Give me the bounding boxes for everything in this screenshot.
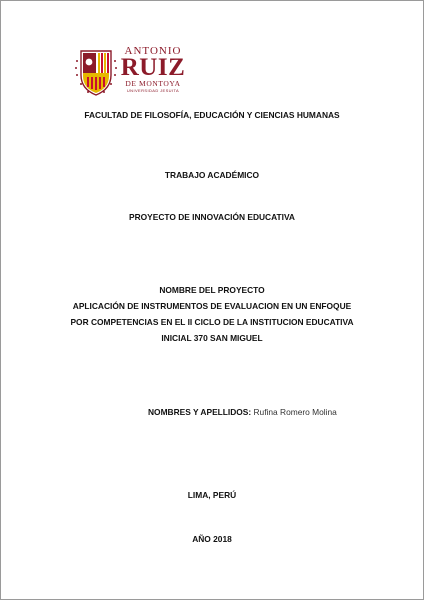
logo-line-ruiz: RUIZ [120, 54, 186, 81]
place: LIMA, PERÚ [187, 490, 237, 500]
university-seal-icon [73, 45, 119, 99]
university-logo [73, 45, 185, 105]
project-type: PROYECTO DE INNOVACIÓN EDUCATIVA [129, 212, 295, 222]
author-name: Rufina Romero Molina [253, 407, 337, 417]
work-type: TRABAJO ACADÉMICO [164, 170, 260, 180]
project-label: NOMBRE DEL PROYECTO [159, 285, 265, 295]
project-title-line-3: INICIAL 370 SAN MIGUEL [161, 333, 263, 343]
project-title-line-2: POR COMPETENCIAS EN EL II CICLO DE LA INSTITUCION EDUCATIVA [70, 317, 354, 327]
project-title-line-1: APLICACIÓN DE INSTRUMENTOS DE EVALUACION EN UN ENFOQUE [72, 301, 352, 311]
university-wordmark [120, 45, 186, 94]
author-line [148, 407, 337, 418]
faculty-name: FACULTAD DE FILOSOFÍA, EDUCACIÓN Y CIENCIAS HUMANAS [84, 110, 340, 120]
logo-line-de-montoya: DE MONTOYA [125, 79, 181, 88]
logo-line-universidad: UNIVERSIDAD JESUITA [126, 88, 180, 93]
logo-line-antonio: ANTONIO [124, 45, 182, 57]
year: AÑO 2018 [192, 534, 232, 544]
author-label: NOMBRES Y APELLIDOS: [148, 407, 252, 417]
